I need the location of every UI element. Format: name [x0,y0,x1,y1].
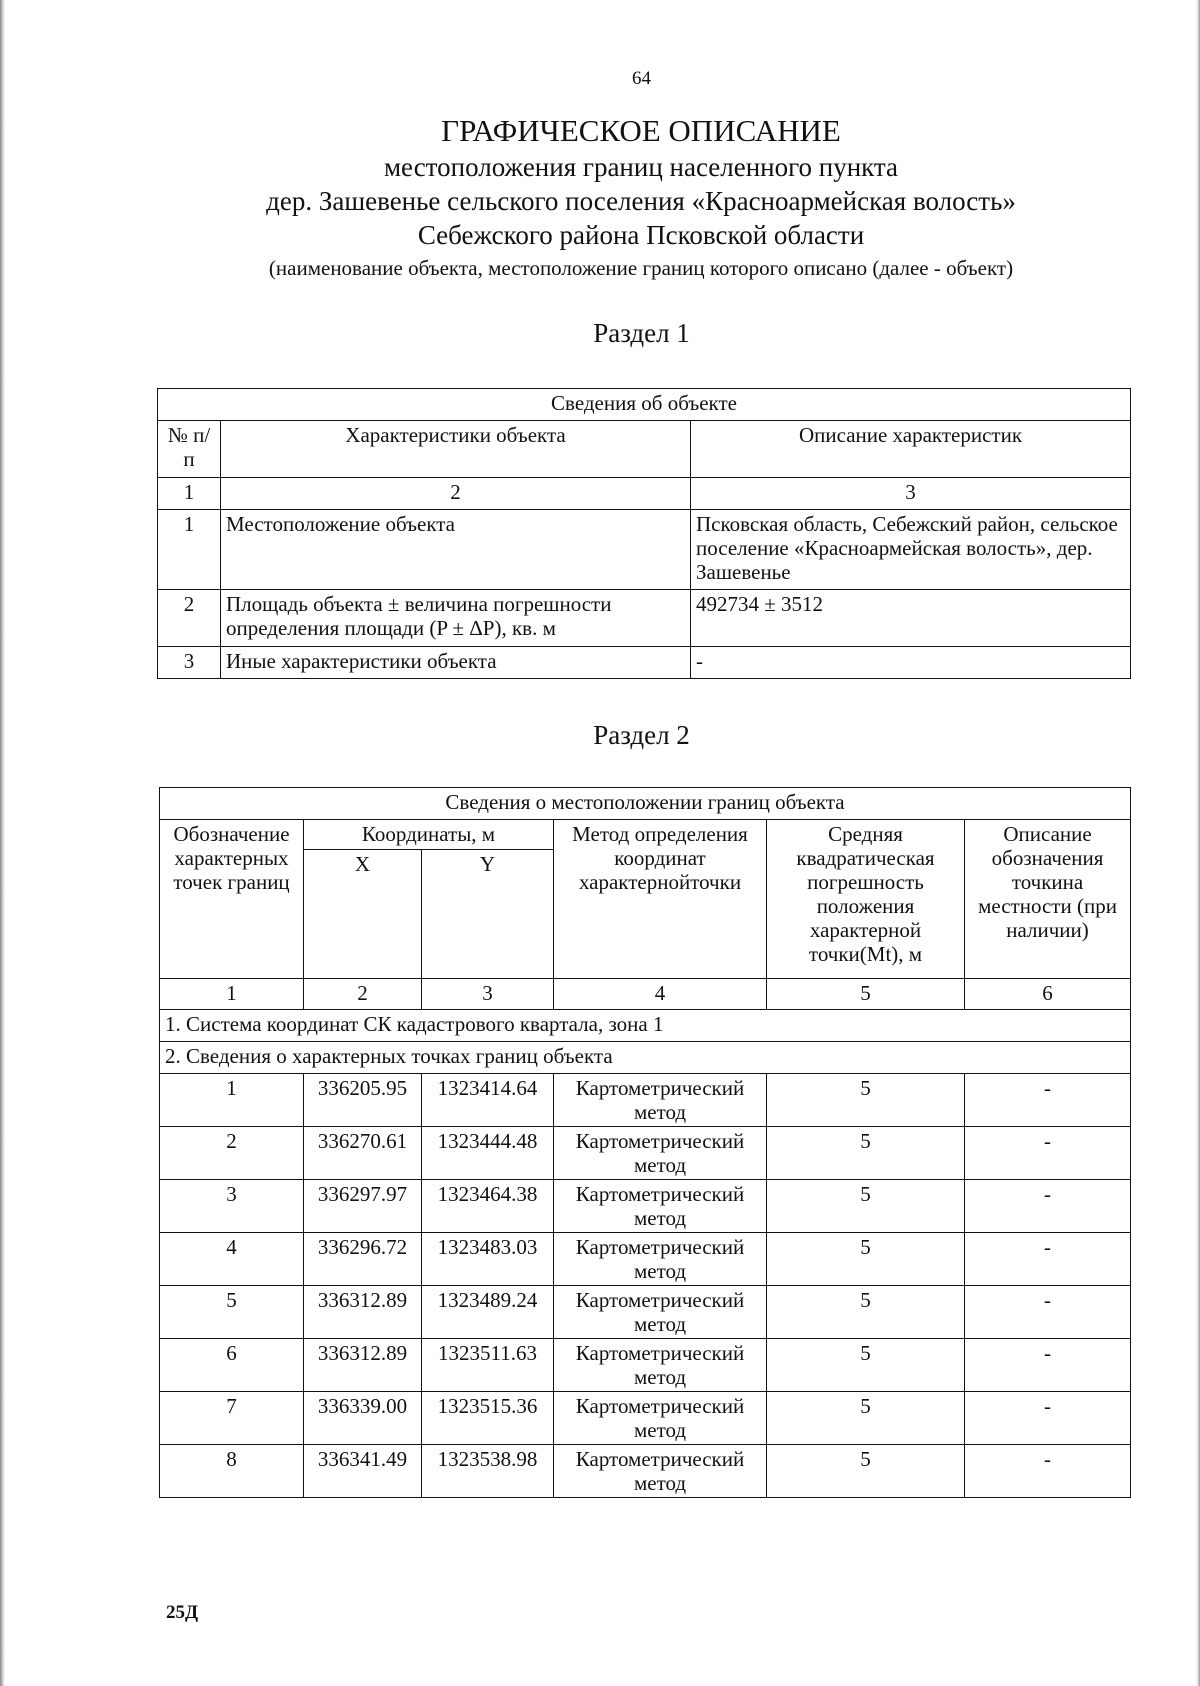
row-y: 1323414.64 [422,1074,554,1127]
table-row [160,1392,1131,1445]
row-method: Картометрический метод [554,1074,767,1127]
row-description: 492734 ± 3512 [691,590,1131,647]
row-description: - [691,647,1131,679]
table-row [158,510,1131,590]
row-num: 2 [158,590,221,647]
document-title: ГРАФИЧЕСКОЕ ОПИСАНИЕ [441,113,841,148]
header-error: Средняя квадратическая погрешность положения характерной точки(Mt), м [767,820,965,979]
row-y: 1323511.63 [422,1339,554,1392]
row-error: 5 [767,1339,965,1392]
document-subtitle-line-2: дер. Зашевенье сельского поселения «Красноармейская волость» [266,186,1016,216]
row-method: Картометрический метод [554,1286,767,1339]
row-num: 1 [158,510,221,590]
points-info-row: 2. Сведения о характерных точках границ объекта [160,1042,1131,1074]
scan-edge-left [0,0,5,1686]
header-num: № п/п [158,421,221,478]
header-point: Обозначение характерных точек границ [160,820,304,979]
table-row [160,1445,1131,1498]
row-point: 3 [160,1180,304,1233]
object-info-table-title: Сведения об объекте [158,389,1131,421]
row-y: 1323538.98 [422,1445,554,1498]
row-method: Картометрический метод [554,1339,767,1392]
row-method: Картометрический метод [554,1392,767,1445]
column-number: 2 [304,979,422,1010]
row-characteristic: Иные характеристики объекта [221,647,691,679]
column-number: 6 [965,979,1131,1010]
row-description: Псковская область, Себежский район, сельское поселение «Красноармейская волость», дер. Зашевенье [691,510,1131,590]
column-number: 2 [221,478,691,510]
header-x: X [304,850,422,979]
header-y: Y [422,850,554,979]
row-point-description: - [965,1180,1131,1233]
page-number: 64 [632,68,651,89]
row-x: 336297.97 [304,1180,422,1233]
row-error: 5 [767,1286,965,1339]
document-title-block [150,112,1132,282]
section-2-heading: Раздел 2 [593,720,690,750]
scan-edge-right [1196,0,1200,1686]
row-y: 1323489.24 [422,1286,554,1339]
boundary-points-table [159,787,1131,1498]
row-x: 336205.95 [304,1074,422,1127]
row-point-description: - [965,1339,1131,1392]
row-characteristic: Площадь объекта ± величина погрешности определения площади (P ± ΔP), кв. м [221,590,691,647]
row-error: 5 [767,1127,965,1180]
column-number: 5 [767,979,965,1010]
header-coords: Координаты, м [304,820,554,850]
row-method: Картометрический метод [554,1233,767,1286]
table-row [160,1180,1131,1233]
row-point: 4 [160,1233,304,1286]
table-row [158,590,1131,647]
header-description: Описание характеристик [691,421,1131,478]
row-x: 336339.00 [304,1392,422,1445]
row-point: 1 [160,1074,304,1127]
row-point: 6 [160,1339,304,1392]
table-row [160,1339,1131,1392]
row-x: 336312.89 [304,1339,422,1392]
row-point: 2 [160,1127,304,1180]
boundary-table-title: Сведения о местоположении границ объекта [160,788,1131,820]
row-point-description: - [965,1127,1131,1180]
row-y: 1323444.48 [422,1127,554,1180]
column-number: 1 [160,979,304,1010]
row-error: 5 [767,1233,965,1286]
row-x: 336296.72 [304,1233,422,1286]
row-x: 336312.89 [304,1286,422,1339]
row-method: Картометрический метод [554,1127,767,1180]
row-point-description: - [965,1445,1131,1498]
table-row [160,1127,1131,1180]
points-table-body [160,1074,1131,1498]
row-error: 5 [767,1074,965,1127]
section-1-heading: Раздел 1 [593,318,690,348]
row-point: 5 [160,1286,304,1339]
document-subtitle-line-3: Себежского района Псковской области [417,220,865,250]
row-x: 336270.61 [304,1127,422,1180]
row-point-description: - [965,1286,1131,1339]
row-point-description: - [965,1392,1131,1445]
row-x: 336341.49 [304,1445,422,1498]
column-number: 3 [422,979,554,1010]
column-number: 4 [554,979,767,1010]
header-characteristic: Характеристики объекта [221,421,691,478]
header-point-description: Описание обозначения точкина местности (при наличии) [965,820,1131,979]
row-method: Картометрический метод [554,1180,767,1233]
footer-code: 25Д [166,1602,199,1623]
document-title-note: (наименование объекта, местоположение границ которого описано (далее - объект) [268,256,1014,280]
table-row [160,1074,1131,1127]
table-row [160,1233,1131,1286]
row-characteristic: Местоположение объекта [221,510,691,590]
row-y: 1323515.36 [422,1392,554,1445]
coordinate-system-row: 1. Система координат СК кадастрового квартала, зона 1 [160,1010,1131,1042]
row-point-description: - [965,1233,1131,1286]
header-method: Метод определения координат характернойточки [554,820,767,979]
row-error: 5 [767,1445,965,1498]
table-row [158,647,1131,679]
table-row [160,1286,1131,1339]
row-method: Картометрический метод [554,1445,767,1498]
column-number: 3 [691,478,1131,510]
row-y: 1323464.38 [422,1180,554,1233]
row-point: 7 [160,1392,304,1445]
row-num: 3 [158,647,221,679]
object-info-table [157,388,1131,679]
row-point-description: - [965,1074,1131,1127]
column-number: 1 [158,478,221,510]
document-subtitle-line-1: местоположения границ населенного пункта [383,152,899,182]
row-error: 5 [767,1180,965,1233]
row-point: 8 [160,1445,304,1498]
row-error: 5 [767,1392,965,1445]
row-y: 1323483.03 [422,1233,554,1286]
